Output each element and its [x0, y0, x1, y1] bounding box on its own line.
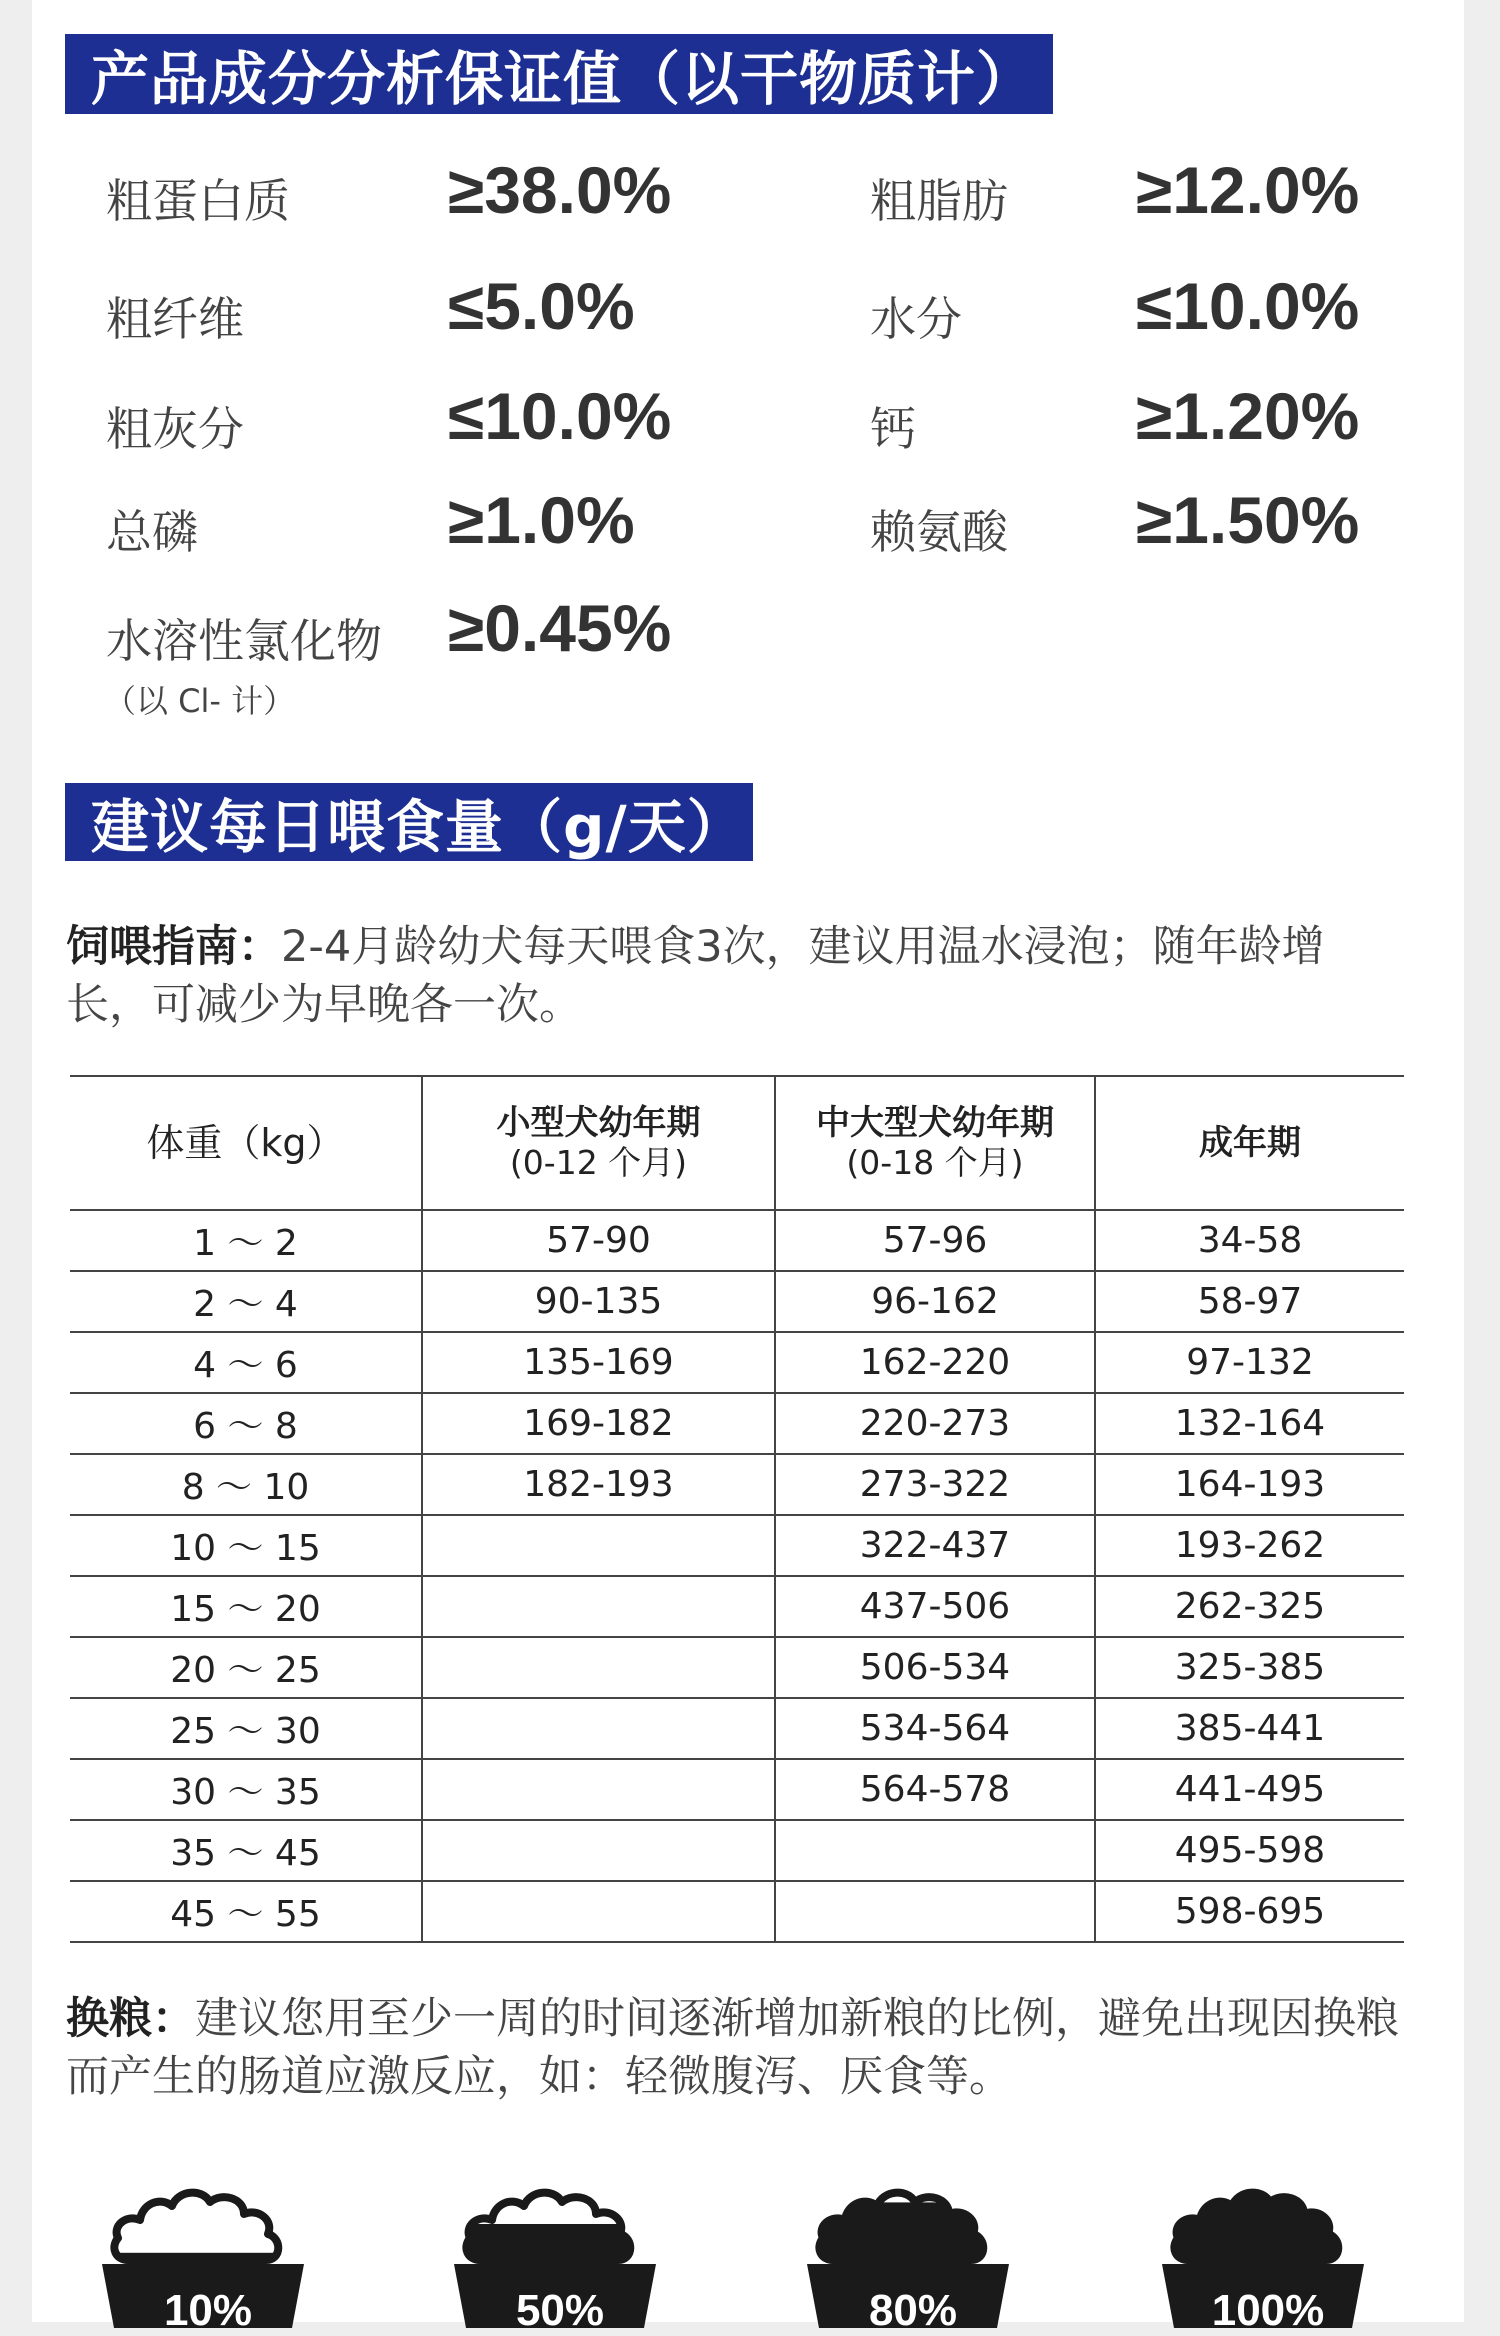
cell-large: 437-506: [775, 1576, 1095, 1637]
food-bag-icon: [1158, 2168, 1378, 2335]
cell-adult: 262-325: [1174, 1586, 1326, 1627]
transition-label: 换粮：: [66, 1994, 195, 2044]
cell-weight: 25 ～ 30: [70, 1698, 422, 1759]
cell-small: 182-193: [422, 1454, 775, 1515]
cell-small: [422, 1515, 775, 1576]
cell-small: 57-90: [422, 1210, 775, 1271]
nutrient-value: ≥1.0%: [448, 483, 635, 557]
nutrient-value: ≤5.0%: [448, 269, 635, 343]
cell-weight: 1 ～ 2: [70, 1210, 422, 1271]
header-weight: 体重（kg）: [70, 1076, 422, 1210]
cell-small: [422, 1881, 775, 1942]
cell-adult: 193-262: [1174, 1525, 1326, 1566]
nutrient-value: ≤10.0%: [1136, 269, 1360, 343]
table-row: [70, 1576, 1404, 1637]
header-small-sub: (0-12 个月): [509, 1143, 688, 1182]
transition-note: [66, 1990, 1406, 2106]
cell-large: 162-220: [775, 1332, 1095, 1393]
food-bag-icon: [98, 2168, 318, 2335]
feeding-guide-text: 2-4月龄幼犬每天喂食3次，建议用温水浸泡；随年龄增长，可减少为早晚各一次。: [66, 922, 1325, 1030]
feeding-guide-label: 饲喂指南：: [66, 922, 281, 972]
cell-weight: 45 ～ 55: [70, 1881, 422, 1942]
cell-adult: 385-441: [1174, 1708, 1326, 1749]
cell-small: 169-182: [422, 1393, 775, 1454]
cell-weight: 6 ～ 8: [70, 1393, 422, 1454]
feeding-guide: [66, 918, 1406, 1034]
cell-adult: 58-97: [1197, 1281, 1303, 1322]
cell-weight: 30 ～ 35: [70, 1759, 422, 1820]
cell-small: 90-135: [422, 1271, 775, 1332]
cell-weight: 2 ～ 4: [70, 1271, 422, 1332]
cell-large: 534-564: [775, 1698, 1095, 1759]
bag-percent-label: 50%: [515, 2286, 605, 2335]
bag-fill: [803, 2202, 1023, 2260]
cell-adult: 441-495: [1174, 1769, 1326, 1810]
table-row: [70, 1515, 1404, 1576]
cell-large: 322-437: [775, 1515, 1095, 1576]
cell-large: 564-578: [775, 1759, 1095, 1820]
food-bag-icon: [803, 2168, 1023, 2335]
cell-adult: 598-695: [1174, 1891, 1326, 1932]
nutrient-value: ≥38.0%: [448, 153, 672, 227]
bag-fill: [450, 2224, 670, 2260]
nutrient-label: 水分: [870, 292, 962, 346]
table-row: [70, 1698, 1404, 1759]
table-row: [70, 1454, 1404, 1515]
cell-adult: 97-132: [1186, 1342, 1314, 1383]
cell-adult: 34-58: [1197, 1220, 1303, 1261]
header-large-title: 中大型犬幼年期: [816, 1103, 1054, 1143]
table-row: [70, 1332, 1404, 1393]
cell-large: 273-322: [775, 1454, 1095, 1515]
nutrient-label: 粗蛋白质: [106, 174, 290, 228]
table-row: [70, 1637, 1404, 1698]
nutrient-label: 粗灰分: [106, 402, 244, 456]
table-row: [70, 1393, 1404, 1454]
bag-percent-label: 10%: [163, 2286, 253, 2335]
table-row: [70, 1820, 1404, 1881]
nutrient-value: ≥12.0%: [1136, 153, 1360, 227]
cell-adult: 164-193: [1174, 1464, 1326, 1505]
header-small-title: 小型犬幼年期: [496, 1103, 701, 1143]
table-row: [70, 1271, 1404, 1332]
cell-small: 135-169: [422, 1332, 775, 1393]
cell-weight: 10 ～ 15: [70, 1515, 422, 1576]
cell-large: [775, 1820, 1095, 1881]
bag-percent-label: 100%: [1211, 2286, 1325, 2335]
nutrient-label: 赖氨酸: [870, 505, 1008, 559]
table-header-row: [70, 1076, 1404, 1210]
cell-adult: 325-385: [1174, 1647, 1326, 1688]
cell-large: 220-273: [775, 1393, 1095, 1454]
nutrient-note: （以 Cl- 计）: [104, 682, 296, 720]
cell-large: 57-96: [775, 1210, 1095, 1271]
feeding-title: 建议每日喂食量（g/天）: [65, 783, 753, 861]
cell-small: [422, 1637, 775, 1698]
header-small: [422, 1076, 775, 1210]
table-row: [70, 1881, 1404, 1942]
cell-weight: 15 ～ 20: [70, 1576, 422, 1637]
nutrient-label: 粗脂肪: [870, 174, 1008, 228]
cell-small: [422, 1759, 775, 1820]
nutrition-title: 产品成分分析保证值（以干物质计）: [65, 34, 1053, 114]
table-row: [70, 1210, 1404, 1271]
cell-large: 96-162: [775, 1271, 1095, 1332]
feeding-table: [70, 1075, 1404, 1943]
table-row: [70, 1759, 1404, 1820]
header-large-sub: (0-18 个月): [846, 1143, 1024, 1182]
nutrient-value: ≤10.0%: [448, 379, 672, 453]
nutrient-value: ≥1.20%: [1136, 379, 1360, 453]
nutrient-label: 钙: [870, 402, 916, 456]
nutrient-label: 总磷: [106, 505, 198, 559]
cell-adult: 132-164: [1174, 1403, 1326, 1444]
kibble-outline: [114, 2193, 278, 2260]
cell-weight: 4 ～ 6: [70, 1332, 422, 1393]
bag-percent-label: 80%: [868, 2286, 958, 2335]
cell-weight: 8 ～ 10: [70, 1454, 422, 1515]
header-adult: 成年期: [1199, 1123, 1301, 1163]
nutrient-label: 粗纤维: [106, 292, 244, 346]
cell-large: [775, 1881, 1095, 1942]
header-large: [775, 1076, 1095, 1210]
cell-large: 506-534: [775, 1637, 1095, 1698]
cell-small: [422, 1698, 775, 1759]
food-bag-icon: [450, 2168, 670, 2335]
cell-adult: 495-598: [1174, 1830, 1326, 1871]
cell-weight: 20 ～ 25: [70, 1637, 422, 1698]
cell-weight: 35 ～ 45: [70, 1820, 422, 1881]
nutrient-label: 水溶性氯化物: [106, 614, 382, 668]
transition-text: 建议您用至少一周的时间逐渐增加新粮的比例，避免出现因换粮而产生的肠道应激反应，如：轻微腹泻、厌食等。: [66, 1994, 1399, 2102]
cell-small: [422, 1820, 775, 1881]
nutrient-value: ≥1.50%: [1136, 483, 1360, 557]
cell-small: [422, 1576, 775, 1637]
nutrient-value: ≥0.45%: [448, 591, 672, 665]
